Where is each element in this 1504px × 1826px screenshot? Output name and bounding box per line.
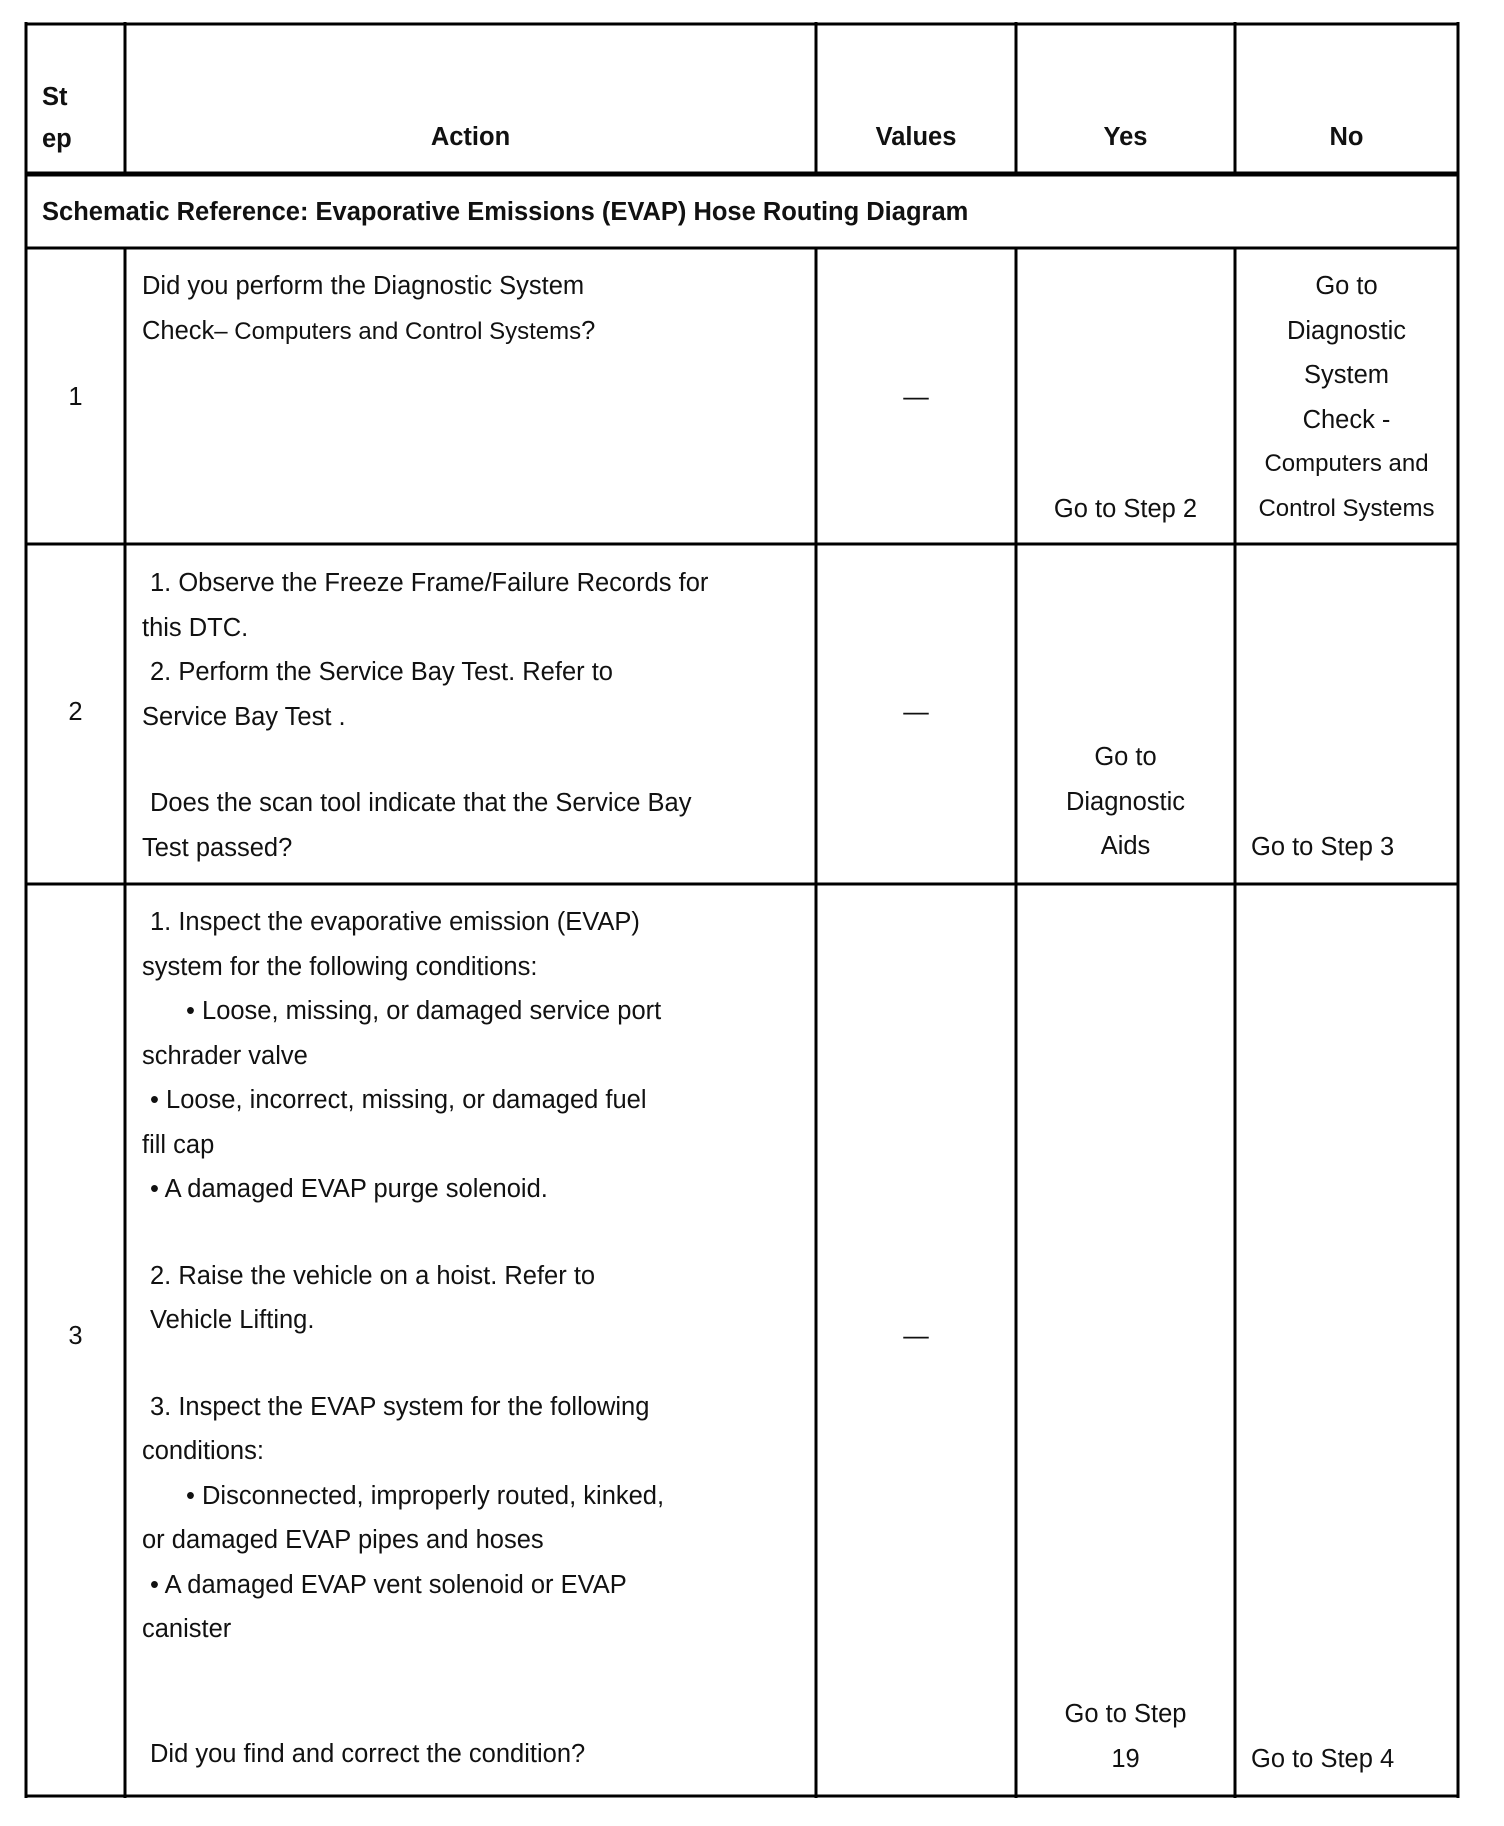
header-no: No (1329, 123, 1364, 151)
header-yes: Yes (1103, 123, 1148, 151)
header-values: Values (875, 123, 957, 151)
header-step (42, 76, 122, 160)
row-3-action-line-3: • Loose, missing, or damaged service port (186, 997, 662, 1025)
header-step-line-2: ep (42, 125, 72, 153)
row-3-action-line-8: 2. Raise the vehicle on a hoist. Refer to (150, 1261, 596, 1290)
row-2-value: — (903, 698, 929, 726)
row-3-action-line-6: fill cap (142, 1130, 215, 1159)
row-2-yes (1016, 735, 1235, 869)
row-1-no-line-2: Diagnostic (1286, 316, 1407, 345)
row-3-action-line-2: system for the following conditions: (142, 952, 538, 981)
row-3-action-line-7: • A damaged EVAP purge solenoid. (150, 1175, 548, 1203)
row-1-action-qmark: ? (581, 316, 596, 345)
row-3-action-line-4: schrader valve (142, 1041, 308, 1070)
row-1-no-line-1: Go to (1315, 272, 1378, 300)
row-3-action-line-1: 1. Inspect the evaporative emission (EVAP) (150, 908, 640, 936)
row-3-yes (1016, 1692, 1235, 1781)
row-2-action-question-2: Test passed? (142, 833, 293, 862)
row-1-no-line-4: Check - (1302, 405, 1391, 434)
row-2-action-question-1: Does the scan tool indicate that the Service Bay (150, 789, 692, 817)
schematic-reference: Schematic Reference: Evaporative Emissions (EVAP) Hose Routing Diagram (42, 198, 969, 226)
row-2-action-line-4: Service Bay Test . (142, 702, 346, 731)
row-3-yes-line-2: 19 (1111, 1744, 1140, 1773)
row-3-action-line-12: • Disconnected, improperly routed, kinked, (186, 1481, 665, 1510)
row-2-yes-line-1: Go to (1094, 743, 1157, 771)
row-3-action-line-11: conditions: (142, 1437, 264, 1465)
header-step-line-1: St (42, 83, 68, 111)
row-3-action-line-14: • A damaged EVAP vent solenoid or EVAP (150, 1570, 627, 1599)
row-2-action-line-3: 2. Perform the Service Bay Test. Refer to (150, 658, 613, 686)
row-1-no-line-6: Control Systems (1258, 494, 1435, 522)
header-action: Action (430, 123, 511, 151)
row-1-step: 1 (68, 383, 83, 411)
row-1-no-line-3: System (1303, 361, 1390, 389)
row-3-action-line-9: Vehicle Lifting. (150, 1306, 315, 1334)
row-2-no: Go to Step 3 (1251, 833, 1395, 861)
row-3-action-line-13: or damaged EVAP pipes and hoses (142, 1526, 544, 1554)
row-1-action-line-1: Did you perform the Diagnostic System (142, 272, 585, 300)
row-3-yes-line-1: Go to Step (1064, 1700, 1187, 1728)
row-3-action-question: Did you find and correct the condition? (150, 1739, 586, 1768)
row-1-yes: Go to Step 2 (1053, 495, 1198, 523)
row-1-value: — (903, 383, 929, 411)
row-2-action-line-2: this DTC. (142, 613, 249, 642)
row-3-action-line-15: canister (142, 1615, 232, 1643)
row-1-no (1235, 264, 1458, 531)
row-2-action (142, 561, 812, 870)
row-3-step: 3 (68, 1322, 83, 1350)
row-2-step: 2 (68, 698, 83, 726)
row-1-action (142, 264, 812, 354)
row-2-action-line-1: 1. Observe the Freeze Frame/Failure Records for (150, 569, 709, 597)
row-3-action (142, 900, 812, 1776)
row-3-action-line-5: • Loose, incorrect, missing, or damaged fuel (150, 1086, 647, 1114)
row-1-no-line-5: Computers and (1264, 450, 1429, 477)
row-3-action-line-10: 3. Inspect the EVAP system for the following (150, 1392, 650, 1421)
row-3-value: — (903, 1322, 929, 1350)
row-1-action-link: – Computers and Control Systems (214, 317, 582, 345)
row-2-yes-line-3: Aids (1100, 832, 1151, 860)
row-1-action-line-2 (142, 309, 812, 355)
row-1-action-check: Check (142, 316, 215, 345)
row-3-no: Go to Step 4 (1251, 1745, 1395, 1773)
row-2-yes-line-2: Diagnostic (1065, 787, 1186, 816)
